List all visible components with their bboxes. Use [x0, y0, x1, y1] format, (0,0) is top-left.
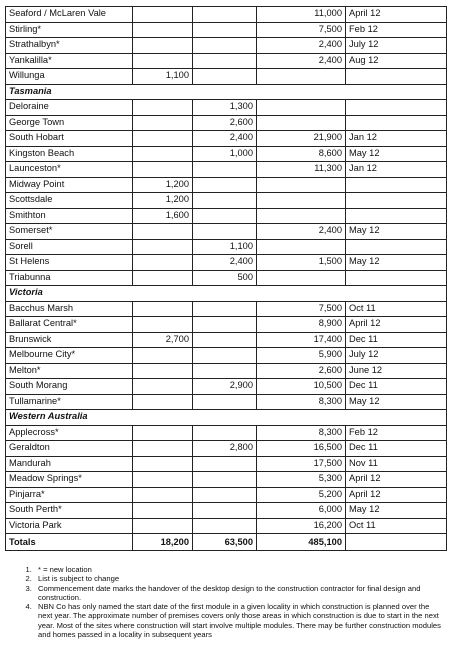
premises-col2-cell [193, 38, 257, 54]
premises-col3-cell: 8,300 [257, 425, 346, 441]
table-row [6, 425, 447, 441]
premises-col1-cell [133, 131, 193, 147]
locality-name-cell: South Perth* [6, 503, 133, 519]
locality-name-cell: Kingston Beach [6, 146, 133, 162]
commencement-date-cell: Jan 12 [346, 162, 447, 178]
locality-name-cell: George Town [6, 115, 133, 131]
table-row [6, 487, 447, 503]
locality-name-cell: Melbourne City* [6, 348, 133, 364]
footnote-item: 2. List is subject to change [34, 574, 444, 583]
commencement-date-cell [346, 193, 447, 209]
premises-col1-cell [133, 487, 193, 503]
commencement-date-cell: April 12 [346, 472, 447, 488]
premises-col3-cell: 2,400 [257, 224, 346, 240]
premises-col2-cell: 2,800 [193, 441, 257, 457]
locality-name-cell: Stirling* [6, 22, 133, 38]
premises-col2-cell: 2,600 [193, 115, 257, 131]
premises-col2-cell: 1,300 [193, 100, 257, 116]
commencement-date-cell [346, 115, 447, 131]
locality-name-cell: Smithton [6, 208, 133, 224]
premises-col1-cell [133, 146, 193, 162]
premises-col1-cell [133, 472, 193, 488]
totals-col3-cell: 485,100 [257, 534, 346, 551]
premises-col2-cell [193, 53, 257, 69]
premises-col1-cell: 1,100 [133, 69, 193, 85]
premises-col3-cell: 6,000 [257, 503, 346, 519]
premises-col2-cell [193, 177, 257, 193]
premises-col3-cell: 2,600 [257, 363, 346, 379]
table-row [6, 7, 447, 23]
table-row [6, 394, 447, 410]
footnote-item: 1. * = new location [34, 565, 444, 574]
premises-col2-cell [193, 22, 257, 38]
commencement-date-cell: April 12 [346, 487, 447, 503]
locality-name-cell: Strathalbyn* [6, 38, 133, 54]
table-row [6, 363, 447, 379]
footnotes-list [8, 565, 444, 639]
premises-col1-cell: 2,700 [133, 332, 193, 348]
footnote-item: 3. Commencement date marks the handover of the desktop design to the construction contractor for final design and construction. [34, 584, 444, 603]
state-section-row [6, 410, 447, 426]
premises-col2-cell [193, 348, 257, 364]
premises-col3-cell: 1,500 [257, 255, 346, 271]
premises-col3-cell: 5,900 [257, 348, 346, 364]
premises-col1-cell [133, 53, 193, 69]
premises-col3-cell: 16,200 [257, 518, 346, 534]
premises-col2-cell: 1,100 [193, 239, 257, 255]
table-row [6, 69, 447, 85]
premises-col1-cell [133, 115, 193, 131]
premises-col1-cell [133, 255, 193, 271]
table-row [6, 100, 447, 116]
locality-name-cell: Bacchus Marsh [6, 301, 133, 317]
premises-col3-cell: 5,300 [257, 472, 346, 488]
premises-col2-cell [193, 518, 257, 534]
commencement-date-cell: Oct 11 [346, 301, 447, 317]
locality-name-cell: Midway Point [6, 177, 133, 193]
locality-name-cell: Sorell [6, 239, 133, 255]
commencement-date-cell [346, 270, 447, 286]
commencement-date-cell [346, 69, 447, 85]
premises-col2-cell [193, 69, 257, 85]
premises-col2-cell [193, 208, 257, 224]
premises-col3-cell: 17,400 [257, 332, 346, 348]
premises-col2-cell [193, 456, 257, 472]
premises-col1-cell: 1,200 [133, 193, 193, 209]
locality-name-cell: Triabunna [6, 270, 133, 286]
premises-col1-cell [133, 425, 193, 441]
premises-col3-cell: 17,500 [257, 456, 346, 472]
premises-col3-cell: 16,500 [257, 441, 346, 457]
commencement-date-cell: Feb 12 [346, 425, 447, 441]
premises-col2-cell [193, 394, 257, 410]
premises-col1-cell [133, 379, 193, 395]
locality-name-cell: South Hobart [6, 131, 133, 147]
commencement-date-cell: Dec 11 [346, 441, 447, 457]
premises-col1-cell [133, 100, 193, 116]
premises-col3-cell [257, 193, 346, 209]
premises-col1-cell [133, 441, 193, 457]
totals-label: Totals [6, 534, 133, 551]
commencement-date-cell: April 12 [346, 317, 447, 333]
premises-col1-cell [133, 22, 193, 38]
commencement-date-cell: Feb 12 [346, 22, 447, 38]
table-row [6, 255, 447, 271]
premises-col1-cell [133, 317, 193, 333]
table-row [6, 38, 447, 54]
commencement-date-cell: Oct 11 [346, 518, 447, 534]
premises-col3-cell: 10,500 [257, 379, 346, 395]
premises-col1-cell [133, 456, 193, 472]
table-row [6, 379, 447, 395]
commencement-date-cell: May 12 [346, 146, 447, 162]
premises-col2-cell [193, 7, 257, 23]
premises-col1-cell [133, 518, 193, 534]
locality-name-cell: Mandurah [6, 456, 133, 472]
table-row [6, 441, 447, 457]
commencement-date-cell [346, 208, 447, 224]
premises-col1-cell [133, 239, 193, 255]
premises-col3-cell: 8,300 [257, 394, 346, 410]
footnote-item: 4. NBN Co has only named the start date of the first module in a given locality in which construction is planned over the next year. The approximate number of premises covers only those areas in which construction is due to start in the next year. Most of the sites where construction will start involve multiple modules. There may be further construction modules and homes passed in a locality in subsequent years [34, 602, 444, 639]
commencement-date-cell: Nov 11 [346, 456, 447, 472]
premises-col3-cell [257, 177, 346, 193]
locality-name-cell: Somerset* [6, 224, 133, 240]
locality-name-cell: Willunga [6, 69, 133, 85]
premises-col3-cell: 21,900 [257, 131, 346, 147]
premises-col3-cell [257, 239, 346, 255]
table-row [6, 224, 447, 240]
locality-name-cell: Deloraine [6, 100, 133, 116]
commencement-date-cell: May 12 [346, 394, 447, 410]
commencement-date-cell: April 12 [346, 7, 447, 23]
table-row [6, 301, 447, 317]
table-row [6, 22, 447, 38]
commencement-date-cell: July 12 [346, 348, 447, 364]
premises-col1-cell [133, 224, 193, 240]
table-row [6, 208, 447, 224]
table-row [6, 348, 447, 364]
premises-col1-cell: 1,600 [133, 208, 193, 224]
table-row [6, 131, 447, 147]
rollout-table [5, 6, 447, 551]
totals-col1-cell: 18,200 [133, 534, 193, 551]
premises-col2-cell: 2,900 [193, 379, 257, 395]
commencement-date-cell [346, 177, 447, 193]
locality-name-cell: Meadow Springs* [6, 472, 133, 488]
table-row [6, 456, 447, 472]
premises-col3-cell [257, 270, 346, 286]
premises-col1-cell [133, 162, 193, 178]
premises-col3-cell [257, 69, 346, 85]
state-section-row [6, 286, 447, 302]
premises-col1-cell [133, 503, 193, 519]
table-row [6, 518, 447, 534]
locality-name-cell: Ballarat Central* [6, 317, 133, 333]
state-heading: Tasmania [6, 84, 447, 100]
premises-col2-cell [193, 317, 257, 333]
table-row [6, 53, 447, 69]
table-row [6, 177, 447, 193]
premises-col3-cell: 11,000 [257, 7, 346, 23]
commencement-date-cell: May 12 [346, 255, 447, 271]
table-row [6, 162, 447, 178]
rollout-table-body [6, 7, 447, 551]
premises-col3-cell: 7,500 [257, 22, 346, 38]
premises-col2-cell [193, 472, 257, 488]
locality-name-cell: Seaford / McLaren Vale [6, 7, 133, 23]
commencement-date-cell [346, 100, 447, 116]
premises-col3-cell [257, 208, 346, 224]
locality-name-cell: Yankalilla* [6, 53, 133, 69]
table-row [6, 239, 447, 255]
locality-name-cell: Victoria Park [6, 518, 133, 534]
totals-row [6, 534, 447, 551]
premises-col2-cell: 2,400 [193, 131, 257, 147]
commencement-date-cell: May 12 [346, 224, 447, 240]
premises-col1-cell [133, 394, 193, 410]
commencement-date-cell: Jan 12 [346, 131, 447, 147]
premises-col1-cell [133, 348, 193, 364]
locality-name-cell: Geraldton [6, 441, 133, 457]
totals-date-cell [346, 534, 447, 551]
premises-col1-cell [133, 7, 193, 23]
premises-col2-cell: 1,000 [193, 146, 257, 162]
premises-col2-cell [193, 301, 257, 317]
premises-col2-cell: 2,400 [193, 255, 257, 271]
locality-name-cell: Applecross* [6, 425, 133, 441]
locality-name-cell: St Helens [6, 255, 133, 271]
commencement-date-cell: June 12 [346, 363, 447, 379]
premises-col2-cell: 500 [193, 270, 257, 286]
premises-col3-cell: 2,400 [257, 38, 346, 54]
state-section-row [6, 84, 447, 100]
table-row [6, 146, 447, 162]
premises-col3-cell: 8,600 [257, 146, 346, 162]
premises-col2-cell [193, 332, 257, 348]
locality-name-cell: Scottsdale [6, 193, 133, 209]
commencement-date-cell: Aug 12 [346, 53, 447, 69]
table-row [6, 317, 447, 333]
commencement-date-cell: May 12 [346, 503, 447, 519]
premises-col3-cell: 8,900 [257, 317, 346, 333]
premises-col2-cell [193, 487, 257, 503]
premises-col2-cell [193, 224, 257, 240]
premises-col2-cell [193, 425, 257, 441]
premises-col3-cell: 5,200 [257, 487, 346, 503]
state-heading: Western Australia [6, 410, 447, 426]
premises-col1-cell: 1,200 [133, 177, 193, 193]
locality-name-cell: Tullamarine* [6, 394, 133, 410]
locality-name-cell: Launceston* [6, 162, 133, 178]
table-row [6, 503, 447, 519]
premises-col3-cell [257, 100, 346, 116]
premises-col3-cell: 11,300 [257, 162, 346, 178]
table-row [6, 270, 447, 286]
locality-name-cell: South Morang [6, 379, 133, 395]
premises-col2-cell [193, 193, 257, 209]
table-row [6, 472, 447, 488]
premises-col1-cell [133, 38, 193, 54]
state-heading: Victoria [6, 286, 447, 302]
premises-col2-cell [193, 162, 257, 178]
premises-col2-cell [193, 363, 257, 379]
commencement-date-cell: Dec 11 [346, 379, 447, 395]
locality-name-cell: Melton* [6, 363, 133, 379]
commencement-date-cell: Dec 11 [346, 332, 447, 348]
premises-col3-cell: 7,500 [257, 301, 346, 317]
table-row [6, 332, 447, 348]
premises-col1-cell [133, 363, 193, 379]
premises-col1-cell [133, 270, 193, 286]
locality-name-cell: Brunswick [6, 332, 133, 348]
commencement-date-cell: July 12 [346, 38, 447, 54]
premises-col3-cell [257, 115, 346, 131]
table-row [6, 193, 447, 209]
premises-col1-cell [133, 301, 193, 317]
premises-col3-cell: 2,400 [257, 53, 346, 69]
totals-col2-cell: 63,500 [193, 534, 257, 551]
premises-col2-cell [193, 503, 257, 519]
commencement-date-cell [346, 239, 447, 255]
table-row [6, 115, 447, 131]
locality-name-cell: Pinjarra* [6, 487, 133, 503]
